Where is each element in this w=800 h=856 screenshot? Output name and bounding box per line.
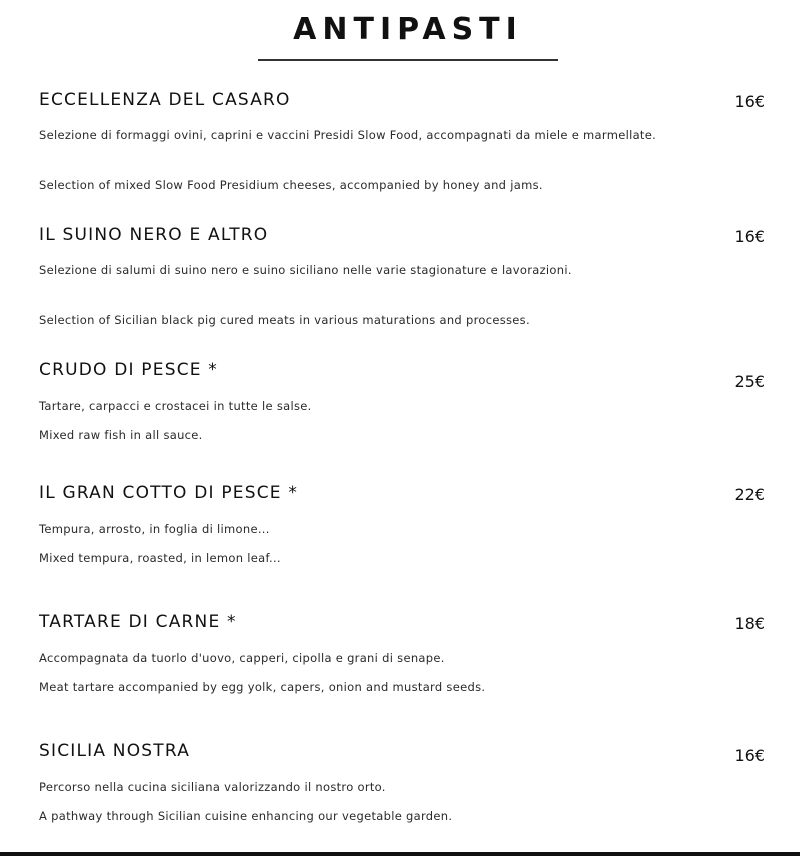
menu-item-price: 16€ xyxy=(734,92,765,111)
menu-item-price: 22€ xyxy=(734,485,765,504)
section-title: ANTIPASTI xyxy=(293,12,523,47)
bottom-border xyxy=(0,852,800,856)
menu-item-name: IL SUINO NERO E ALTRO xyxy=(39,225,269,245)
menu-item-price: 16€ xyxy=(734,227,765,246)
menu-item-desc-it: Tempura, arrosto, in foglia di limone... xyxy=(39,522,270,536)
menu-item-desc-en: Meat tartare accompanied by egg yolk, capers, onion and mustard seeds. xyxy=(39,680,486,694)
menu-item-desc-en: Mixed raw fish in all sauce. xyxy=(39,428,203,442)
menu-item xyxy=(39,225,769,327)
menu-item-desc-it: Selezione di salumi di suino nero e suino siciliano nelle varie stagionature e lavorazioni. xyxy=(39,263,572,277)
menu-item xyxy=(39,483,769,565)
menu-item-price: 16€ xyxy=(734,746,765,765)
menu-item-desc-en: A pathway through Sicilian cuisine enhancing our vegetable garden. xyxy=(39,809,453,823)
menu-item-name: TARTARE DI CARNE * xyxy=(39,612,237,632)
menu-item-name: SICILIA NOSTRA xyxy=(39,741,191,761)
menu-item-name: ECCELLENZA DEL CASARO xyxy=(39,90,291,110)
menu-item-desc-it: Tartare, carpacci e crostacei in tutte le salse. xyxy=(39,399,312,413)
menu-item-desc-en: Selection of Sicilian black pig cured meats in various maturations and processes. xyxy=(39,313,530,327)
menu-item-price: 18€ xyxy=(734,614,765,633)
menu-item-desc-en: Mixed tempura, roasted, in lemon leaf... xyxy=(39,551,281,565)
menu-item-desc-it: Selezione di formaggi ovini, caprini e vaccini Presidi Slow Food, accompagnati da miele e marmellate. xyxy=(39,128,657,142)
menu-item xyxy=(39,360,769,442)
menu-item-desc-it: Percorso nella cucina siciliana valorizzando il nostro orto. xyxy=(39,780,386,794)
menu-item-desc-en: Selection of mixed Slow Food Presidium cheeses, accompanied by honey and jams. xyxy=(39,178,543,192)
menu-item xyxy=(39,741,769,823)
menu-item xyxy=(39,90,769,192)
menu-item-price: 25€ xyxy=(734,372,765,391)
menu-item-name: CRUDO DI PESCE * xyxy=(39,360,219,380)
menu-item-name: IL GRAN COTTO DI PESCE * xyxy=(39,483,299,503)
menu-item-desc-it: Accompagnata da tuorlo d'uovo, capperi, cipolla e grani di senape. xyxy=(39,651,445,665)
menu-item xyxy=(39,612,769,694)
title-underline xyxy=(258,59,558,61)
